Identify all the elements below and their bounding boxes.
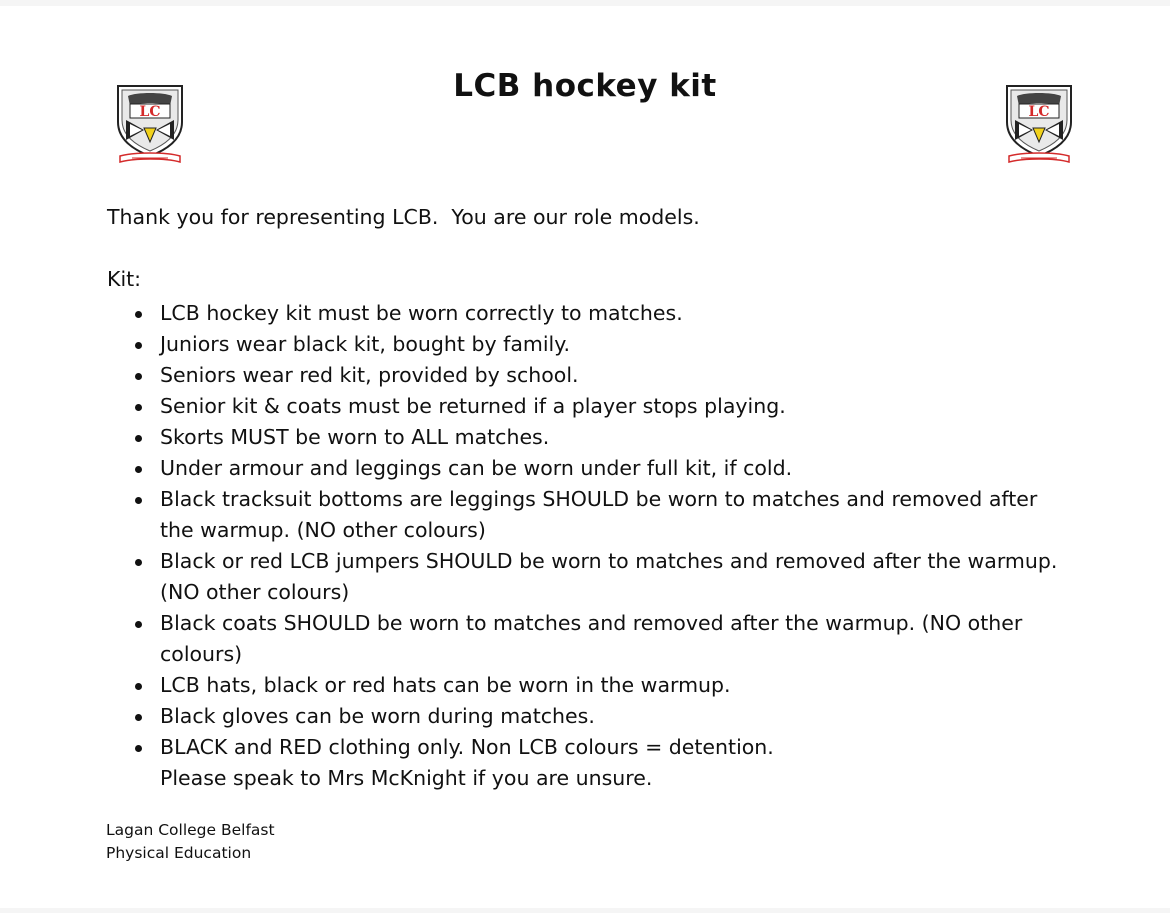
list-item-text: Juniors wear black kit, bought by family. <box>160 332 570 356</box>
list-item <box>160 298 1080 329</box>
footer-school-name: Lagan College Belfast <box>106 821 275 839</box>
list-item <box>160 422 1080 453</box>
list-item-text: Black tracksuit bottoms are leggings SHOULD be worn to matches and removed after <box>160 487 1038 511</box>
crest-letters: LC <box>1028 104 1050 120</box>
list-item-text: Under armour and leggings can be worn under full kit, if cold. <box>160 456 793 480</box>
list-item <box>160 732 1080 794</box>
list-item-text: Black coats SHOULD be worn to matches and removed after the warmup. (NO other <box>160 611 1023 635</box>
list-item <box>160 608 1080 670</box>
list-item <box>160 701 1080 732</box>
list-item-text: Please speak to Mrs McKnight if you are unsure. <box>160 766 653 790</box>
list-item <box>160 453 1080 484</box>
document-page <box>0 6 1170 908</box>
kit-rules-list <box>160 298 1080 794</box>
list-item <box>160 484 1080 546</box>
list-item-text: the warmup. (NO other colours) <box>160 518 486 542</box>
list-item-text: Seniors wear red kit, provided by school. <box>160 363 579 387</box>
list-item-text: Black gloves can be worn during matches. <box>160 704 595 728</box>
list-item <box>160 391 1080 422</box>
list-item-text: Senior kit & coats must be returned if a player stops playing. <box>160 394 786 418</box>
list-item-text: Skorts MUST be worn to ALL matches. <box>160 425 550 449</box>
list-item <box>160 670 1080 701</box>
list-item <box>160 546 1080 608</box>
list-item-text: LCB hats, black or red hats can be worn in the warmup. <box>160 673 731 697</box>
footer <box>106 819 275 865</box>
crest-letters: LC <box>139 104 161 120</box>
list-item-text: colours) <box>160 642 243 666</box>
list-item-text: (NO other colours) <box>160 580 350 604</box>
list-item <box>160 329 1080 360</box>
kit-heading: Kit: <box>107 267 142 291</box>
intro-text: Thank you for representing LCB. You are our role models. <box>107 205 700 229</box>
list-item-text: BLACK and RED clothing only. Non LCB colours = detention. <box>160 735 774 759</box>
list-item <box>160 360 1080 391</box>
list-item-text: Black or red LCB jumpers SHOULD be worn to matches and removed after the warmup. <box>160 549 1058 573</box>
list-item-text: LCB hockey kit must be worn correctly to matches. <box>160 301 683 325</box>
footer-department: Physical Education <box>106 844 252 862</box>
page-title: LCB hockey kit <box>453 68 717 104</box>
